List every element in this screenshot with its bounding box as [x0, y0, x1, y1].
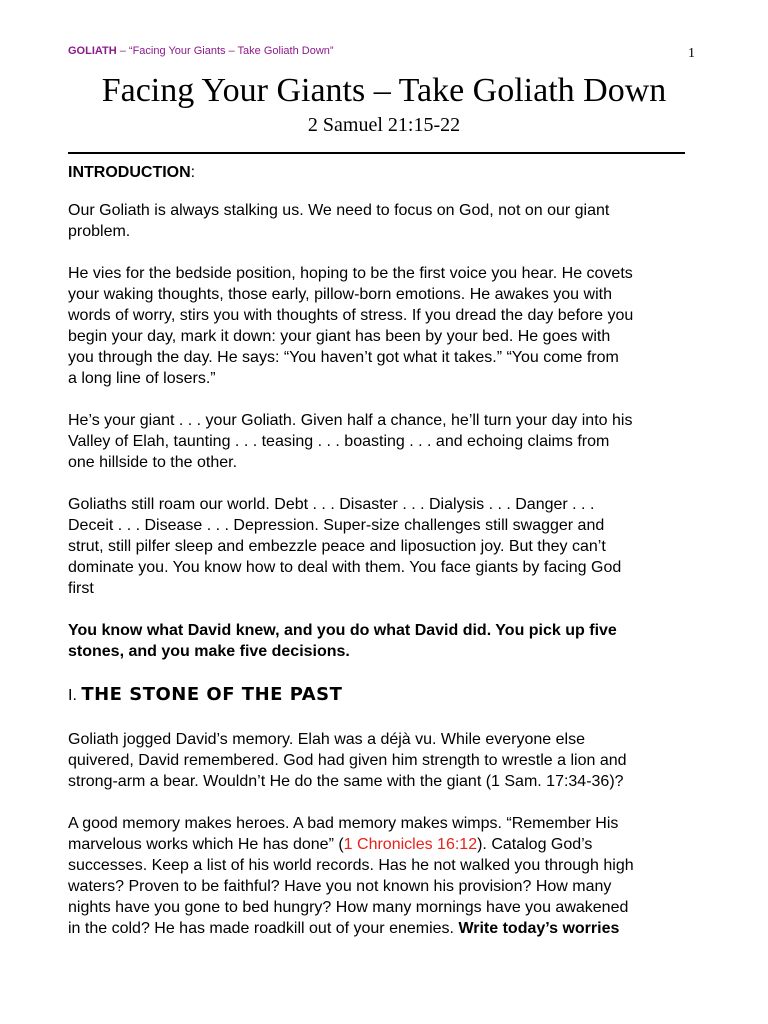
- intro-paragraph-4: Goliaths still roam our world. Debt . . . Disaster . . . Dialysis . . . Danger . . . Deceit . . . Disease . . . Depression. Super-size challenges still swagger and strut, still pilfer sleep and embezzle peace and liposuction joy. But they can’t dominate you. You know how to deal with them. You face giants by facing God first: [68, 496, 622, 597]
- intro-paragraph-3: He’s your giant . . . your Goliath. Given half a chance, he’ll turn your day into his Valley of Elah, taunting . . . teasing . . . boasting . . . and echoing claims from one hillside to the other.: [68, 412, 633, 471]
- section-1-heading: [68, 683, 698, 708]
- running-header-goliath: GOLIATH: [68, 45, 117, 57]
- introduction-heading-text: INTRODUCTION: [68, 164, 191, 181]
- paragraph-2-middle: ). Catalog God’s successes. Keep a list of his world records. Has he not walked you through high waters? Proven to be faithful? Have you not known his provision? How many nights have you gone to bed hungry? How many mornings have you awakened in the cold? He has made roadkill out of your enemies.: [68, 836, 634, 937]
- paragraph-2-bold-end: Write today’s worries: [458, 920, 620, 937]
- title-divider: [68, 152, 685, 154]
- document-title: Facing Your Giants – Take Goliath Down: [101, 72, 667, 109]
- section-1-title: THE STONE OF THE PAST: [81, 684, 343, 705]
- section-1-paragraph-1: Goliath jogged David’s memory. Elah was a déjà vu. While everyone else quivered, David remembered. God had given him strength to wrestle a lion and strong-arm a bear. Wouldn’t He do the same with the giant (1 Sam. 17:34-36)?: [68, 731, 627, 790]
- running-header: [68, 45, 334, 57]
- intro-paragraph-2: He vies for the bedside position, hoping to be the first voice you hear. He covets your waking thoughts, those early, pillow-born emotions. He awakes you with words of worry, stirs you with thoughts of stress. If you dread the day before you begin your day, mark it down: your giant has been by your bed. He goes with you through the day. He says: “You haven’t got what it takes.” “You come from a long line of losers.”: [68, 265, 634, 387]
- chronicles-reference-link[interactable]: 1 Chronicles 16:12: [343, 836, 478, 853]
- section-1-paragraph-2: [68, 813, 698, 939]
- paragraph-2-start: A good memory makes heroes. A bad memory makes wimps. “Remember His marvelous works which He has done” (: [68, 815, 619, 853]
- introduction-heading-colon: :: [190, 164, 196, 181]
- running-header-title: – “Facing Your Giants – Take Goliath Down”: [116, 45, 334, 57]
- scripture-reference: 2 Samuel 21:15-22: [307, 114, 461, 136]
- page-number: 1: [688, 46, 695, 61]
- intro-paragraph-1: Our Goliath is always stalking us. We need to focus on God, not on our giant problem.: [68, 202, 610, 240]
- document-body: [68, 162, 698, 960]
- section-1-number: I.: [68, 687, 82, 704]
- intro-bold-paragraph: You know what David knew, and you do what David did. You pick up five stones, and you make five decisions.: [68, 622, 617, 660]
- introduction-heading: [68, 162, 698, 183]
